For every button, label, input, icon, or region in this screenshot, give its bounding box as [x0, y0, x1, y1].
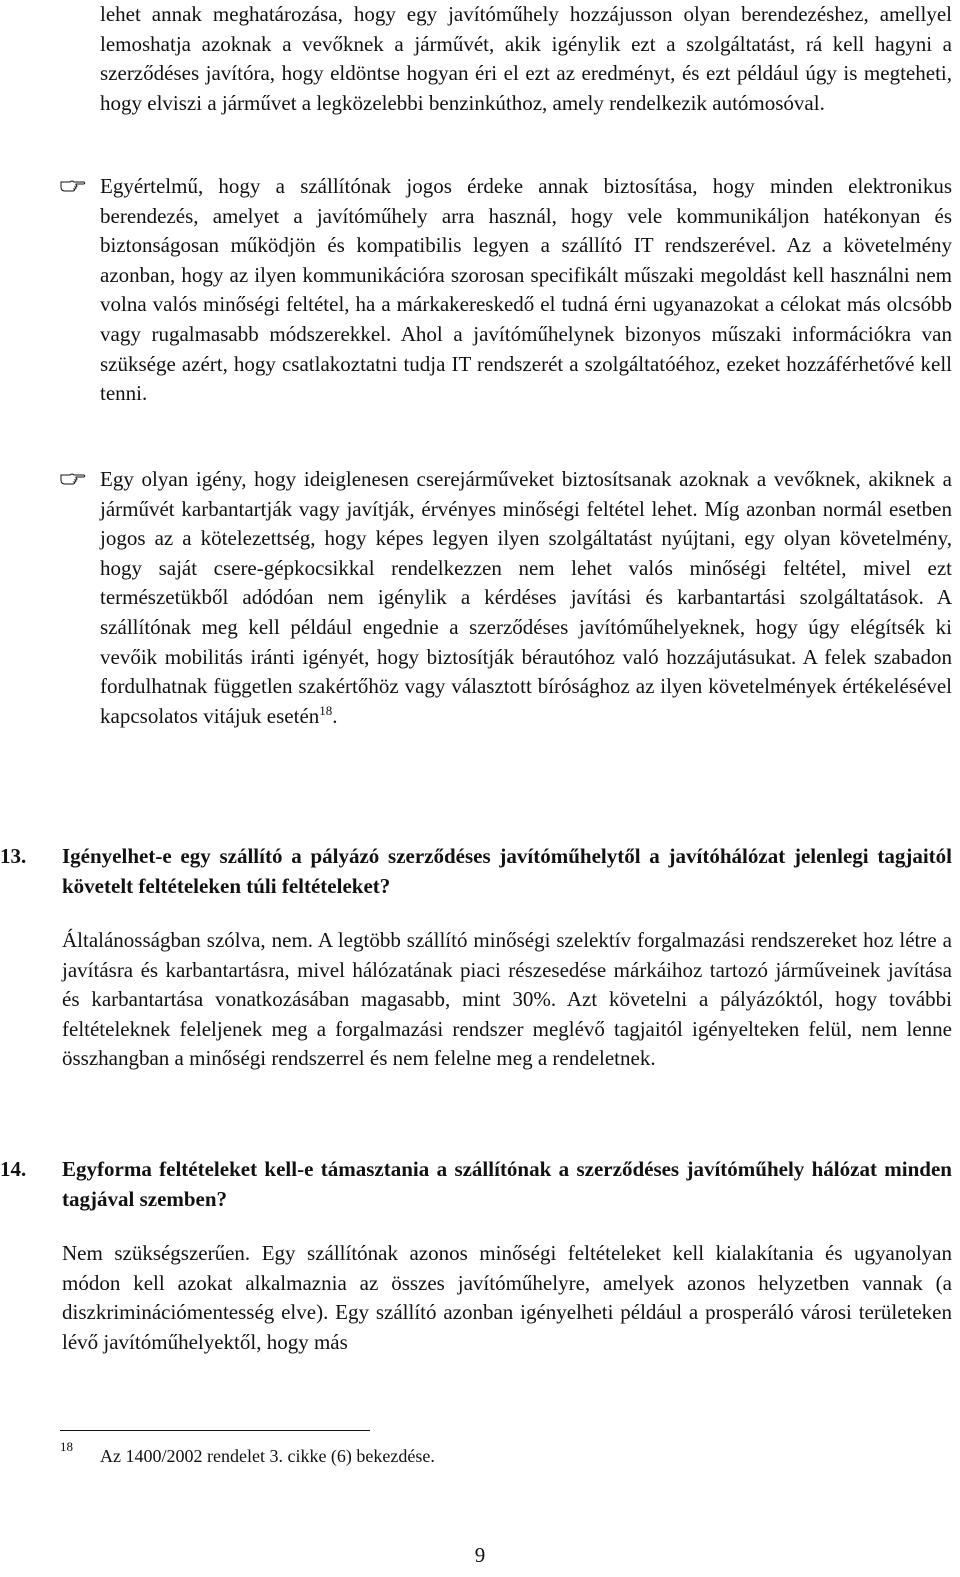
footnote-separator — [60, 1430, 370, 1431]
section-body: Általánosságban szólva, nem. A legtöbb szállító minőségi szelektív forgalmazási rendszereket hoz létre a javításra és karbantartásra, mivel hálózatának piaci részesedése márkáihoz tartozó járműveinek javítása és karbantartása vonatkozásában magasabb, mint 30%. Azt követelni a pályázóktól, hogy további feltételeknek feleljenek meg a forgalmazási rendszer meglévő tagjaitól igényelteken felül, nem lenne összhangban a minőségi rendszerrel és nem felelne meg a rendeletnek. — [62, 928, 952, 1071]
footnote-reference[interactable]: 18 — [319, 702, 333, 718]
section-heading: Egyforma feltételeket kell-e támasztania a szállítónak a szerződéses javítóműhely hálózat minden tagjával szemben? — [62, 1157, 952, 1211]
pointing-hand-icon — [60, 178, 86, 192]
bullet-text: Egyértelmű, hogy a szállítónak jogos érdeke annak biztosítása, hogy minden elektronikus berendezés, amelyet a javítóműhely arra használ, hogy vele kommunikáljon hatékonyan és biztonságosan működjön és kompatibilis legyen a szállító IT rendszerével. Az a követelmény azonban, hogy az ilyen kommunikációra szorosan specifikált műszaki megoldást kell használni nem volna valós minőségi feltétel, ha a márkakereskedő el tudná érni ugyanazokat a célokat más olcsóbb vagy rugalmasabb módszerekkel. Ahol a javítóműhelynek bizonyos műszaki információkra van szüksége azért, hogy csatlakoztatni tudja IT rendszerét a szolgáltatóéhoz, ezeket hozzáférhetővé kell tenni. — [100, 174, 952, 406]
section-number: 14. — [0, 1157, 27, 1181]
pointing-hand-icon — [60, 471, 86, 485]
footnote-text: Az 1400/2002 rendelet 3. cikke (6) bekezdése. — [100, 1446, 435, 1466]
page-number: 9 — [474, 1543, 486, 1567]
section-body: Nem szükségszerűen. Egy szállítónak azonos minőségi feltételeket kell kialakítania és ugyanolyan módon kell azokat alkalmaznia az összes javítóműhelyre, amelyek azonos helyzetben vannak (a diszkriminációmentesség elve). Egy szállító azonban igényelheti például a prosperáló városi területeken lévő javítóműhelyektől, hogy más — [62, 1241, 952, 1354]
section-heading: Igényelhet-e egy szállító a pályázó szerződéses javítóműhelytől a javítóhálózat jelenlegi tagjaitól követelt feltételeken túli feltételeket? — [62, 844, 952, 898]
bullet-text — [100, 465, 952, 731]
intro-paragraph: lehet annak meghatározása, hogy egy javítóműhely hozzájusson olyan berendezéshez, amellyel lemoshatja azoknak a vevőknek a járművét, akik igénylik ezt a szolgáltatást, rá kell hagyni a szerződéses javítóra, hogy eldöntse hogyan éri el ezt az eredményt, és ezt például úgy is megteheti, hogy elviszi a járművet a legközelebbi benzinkúthoz, amely rendelkezik autómosóval. — [100, 2, 952, 115]
section-number: 13. — [0, 844, 27, 868]
bullet-text-tail: . — [332, 703, 338, 728]
bullet-text-body: Egy olyan igény, hogy ideiglenesen cserejárműveket biztosítsanak azoknak a vevőknek, akiknek a járművét karbantartják vagy javítják, érvényes minőségi feltétel lehet. Míg azonban normál esetben jogos az a kötelezettség, hogy képes legyen ilyen szolgáltatást nyújtani, egy olyan követelmény, hogy saját csere-gépkocsikkal rendelkezzen nem lehet valós minőségi feltétel, mivel ezt természetükből adódóan nem igénylik a kérdéses javítási és karbantartási szolgáltatások. A szállítónak meg kell például engednie a szerződéses javítóműhelyeknek, hogy úgy elégítsék ki vevőik mobilitás iránti igényét, hogy biztosítják bérautóhoz való hozzájutásukat. A felek szabadon fordulhatnak független szakértőhöz vagy választott bírósághoz az ilyen követelmények értékelésével kapcsolatos vitájuk esetén — [100, 467, 952, 728]
footnote-mark: 18 — [60, 1439, 73, 1454]
